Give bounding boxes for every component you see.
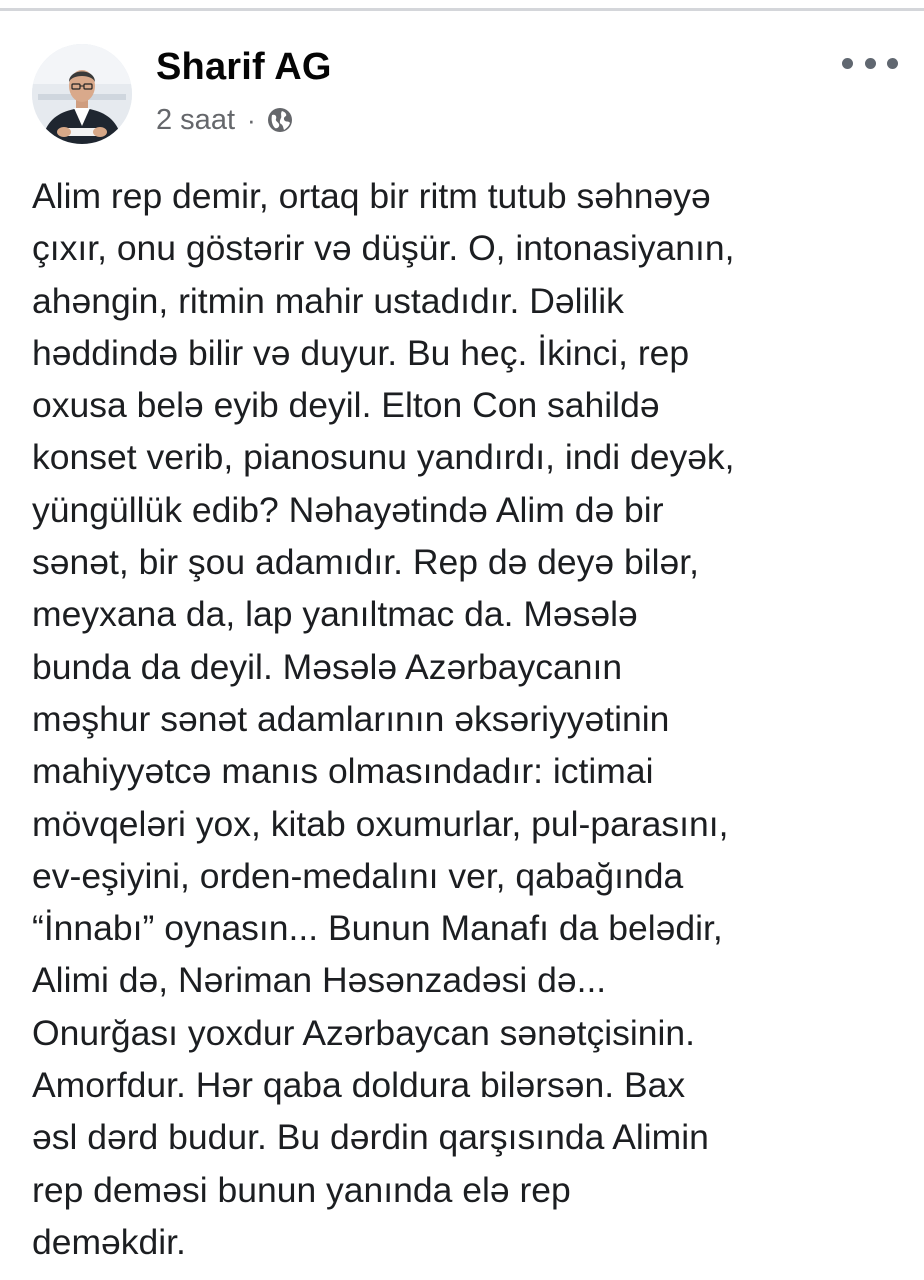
post-text-line: Amorfdur. Hər qaba doldura bilərsən. Bax [32,1065,686,1106]
avatar-photo [32,44,132,144]
post-meta [156,100,294,140]
globe-icon[interactable] [266,106,294,134]
post-text-line: meyxana da, lap yanıltmac da. Məsələ [32,594,638,635]
post-text-line: mövqeləri yox, kitab oxumurlar, pul-parasını, [32,803,729,844]
post-text-line: bunda da deyil. Məsələ Azərbaycanın [32,646,623,687]
post-text-line: çıxır, onu göstərir və düşür. O, intonasiyanın, [32,228,735,269]
post-text-line: konset verib, pianosunu yandırdı, indi deyək, [32,437,735,478]
more-options-button[interactable] [842,48,898,78]
post-text-line: rep deməsi bunun yanında elə rep [32,1169,571,1210]
post-text-line: ahəngin, ritmin mahir ustadıdır. Dəlilik [32,280,624,321]
post-text-line: məşhur sənət adamlarının əksəriyyətinin [32,698,670,739]
post-time[interactable]: 2 saat [156,103,235,136]
top-divider [0,8,924,11]
post-text-line: oxusa belə eyib deyil. Elton Con sahildə [32,385,660,426]
post-text-line: Alim rep demir, ortaq bir ritm tutub səhnəyə [32,176,711,216]
more-horizontal-icon-dot [865,58,876,69]
post-text-line: yüngüllük edib? Nəhayətində Alim də bir [32,489,664,530]
post-text [32,170,902,1268]
post-text-line: Alimi də, Nəriman Həsənzadəsi də... [32,960,607,1001]
post-text-line: ev-eşiyini, orden-medalını ver, qabağında [32,855,684,896]
post-text-line: əsl dərd budur. Bu dərdin qarşısında Alimin [32,1117,709,1158]
post-text-line: deməkdir. [32,1221,186,1262]
post-header [0,40,924,150]
post-text-line: mahiyyətcə manıs olmasındadır: ictimai [32,751,654,792]
post-text-line: sənət, bir şou adamıdır. Rep də deyə bilər, [32,542,700,583]
more-horizontal-icon-dot [887,58,898,69]
post-text-line: “İnnabı” oynasın... Bunun Manafı da belədir, [32,908,723,949]
post-text-line: həddində bilir və duyur. Bu heç. İkinci, rep [32,332,690,373]
post-text-line: Onurğası yoxdur Azərbaycan sənətçisinin. [32,1012,696,1053]
author-name[interactable]: Sharif AG [156,46,332,88]
more-horizontal-icon-dot [842,58,853,69]
avatar[interactable] [32,44,132,144]
meta-separator: · [247,104,256,135]
